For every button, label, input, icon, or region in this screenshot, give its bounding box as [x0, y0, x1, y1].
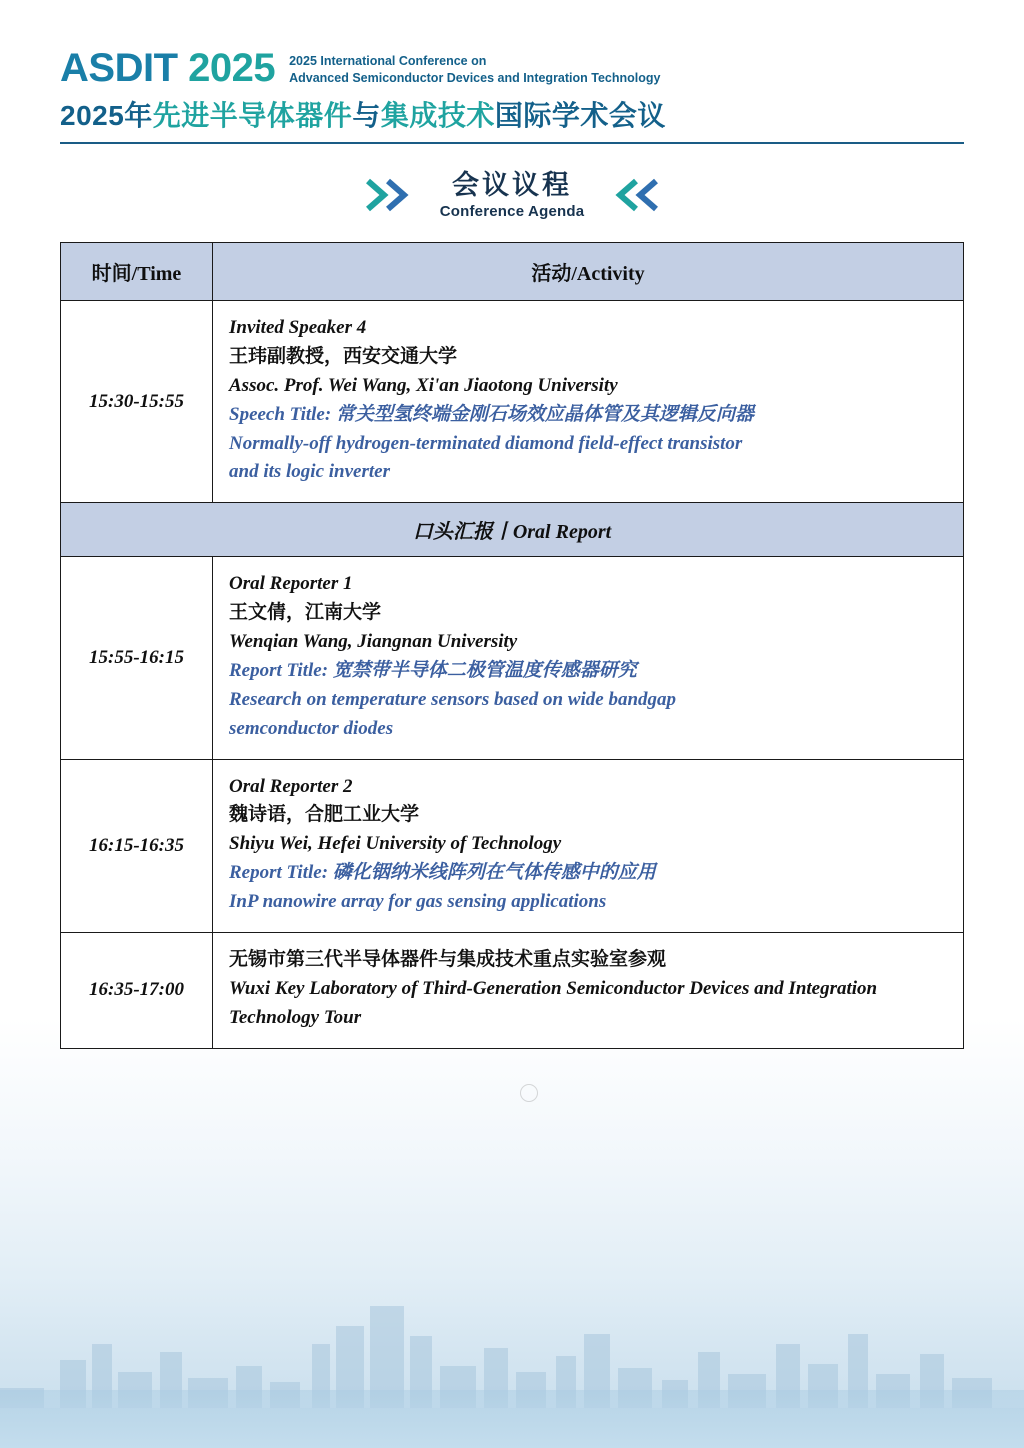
activity-line: Research on temperature sensors based on wide bandgap	[229, 688, 677, 710]
logo-subtitle-en	[289, 53, 660, 88]
table-row	[61, 759, 964, 932]
waterfront-band	[0, 1390, 1024, 1448]
logo-cn-teal1: 先进半导体器件	[152, 100, 353, 131]
activity-line: 王玮副教授，西安交通大学	[229, 345, 458, 367]
column-header-activity: 活动/Activity	[213, 243, 964, 301]
watermark-icon	[520, 1084, 538, 1102]
activity-line: Oral Reporter 2	[229, 775, 353, 797]
logo-acronym	[60, 48, 275, 88]
activity-line: Shiyu Wei, Hefei University of Technology	[229, 833, 562, 855]
logo-year-text: 2025	[177, 46, 276, 90]
table-row	[61, 301, 964, 503]
activity-line: Normally-off hydrogen-terminated diamond field-effect transistor	[229, 432, 743, 454]
page-title	[440, 170, 585, 220]
activity-line: Assoc. Prof. Wei Wang, Xi'an Jiaotong University	[229, 374, 618, 396]
page-title-cn: 会议议程	[451, 170, 572, 200]
double-chevron-left-icon	[606, 178, 658, 212]
activity-line: InP nanowire array for gas sensing applications	[229, 891, 607, 913]
activity-line: 无锡市第三代半导体器件与集成技术重点实验室参观	[229, 948, 667, 970]
activity-line: semconductor diodes	[229, 717, 394, 739]
activity-line: 魏诗语，合肥工业大学	[229, 804, 420, 826]
logo-cn-teal2: 集成技术	[380, 100, 495, 131]
section-header-row	[61, 503, 964, 557]
section-header-label: 口头汇报丨Oral Report	[61, 503, 964, 557]
activity-line: Oral Reporter 1	[229, 573, 353, 595]
page-title-row	[60, 170, 964, 220]
activity-line: Invited Speaker 4	[229, 317, 367, 339]
table-header-row	[61, 243, 964, 301]
session-activity	[213, 301, 964, 503]
table-row	[61, 932, 964, 1048]
activity-line: Report Title: 宽禁带半导体二极管温度传感器研究	[229, 659, 637, 681]
activity-line: Wenqian Wang, Jiangnan University	[229, 631, 518, 653]
activity-line: 王文倩，江南大学	[229, 602, 382, 624]
logo-cn-prefix: 2025年	[60, 100, 153, 131]
activity-line: and its logic inverter	[229, 461, 390, 483]
double-chevron-right-icon	[366, 178, 418, 212]
session-time: 15:55-16:15	[61, 557, 213, 759]
logo-cn-mid: 与	[352, 100, 381, 131]
activity-line: Speech Title: 常关型氢终端金刚石场效应晶体管及其逻辑反向器	[229, 403, 754, 425]
header-divider	[60, 142, 964, 144]
session-activity	[213, 557, 964, 759]
session-activity	[213, 932, 964, 1048]
activity-line: Technology Tour	[229, 1006, 362, 1028]
page-title-en: Conference Agenda	[439, 203, 585, 221]
logo-acronym-text: ASDIT	[60, 46, 178, 90]
agenda-table	[60, 242, 964, 1049]
session-time: 16:15-16:35	[61, 759, 213, 932]
watermark	[520, 1078, 616, 1108]
logo-subtitle-line1: 2025 International Conference on	[289, 54, 487, 68]
agenda-table-body	[61, 301, 964, 1049]
logo-cn-suffix: 国际学术会议	[494, 100, 666, 131]
activity-line: Wuxi Key Laboratory of Third-Generation Semiconductor Devices and Integration	[229, 977, 878, 999]
logo-primary	[60, 48, 964, 88]
conference-masthead	[60, 0, 964, 144]
session-activity	[213, 759, 964, 932]
session-time: 16:35-17:00	[61, 932, 213, 1048]
logo-subtitle-cn	[60, 94, 964, 134]
logo-subtitle-line2: Advanced Semiconductor Devices and Integration Technology	[289, 70, 661, 85]
activity-line: Report Title: 磷化铟纳米线阵列在气体传感中的应用	[229, 862, 656, 884]
column-header-time: 时间/Time	[61, 243, 213, 301]
session-time: 15:30-15:55	[61, 301, 213, 503]
table-row	[61, 557, 964, 759]
